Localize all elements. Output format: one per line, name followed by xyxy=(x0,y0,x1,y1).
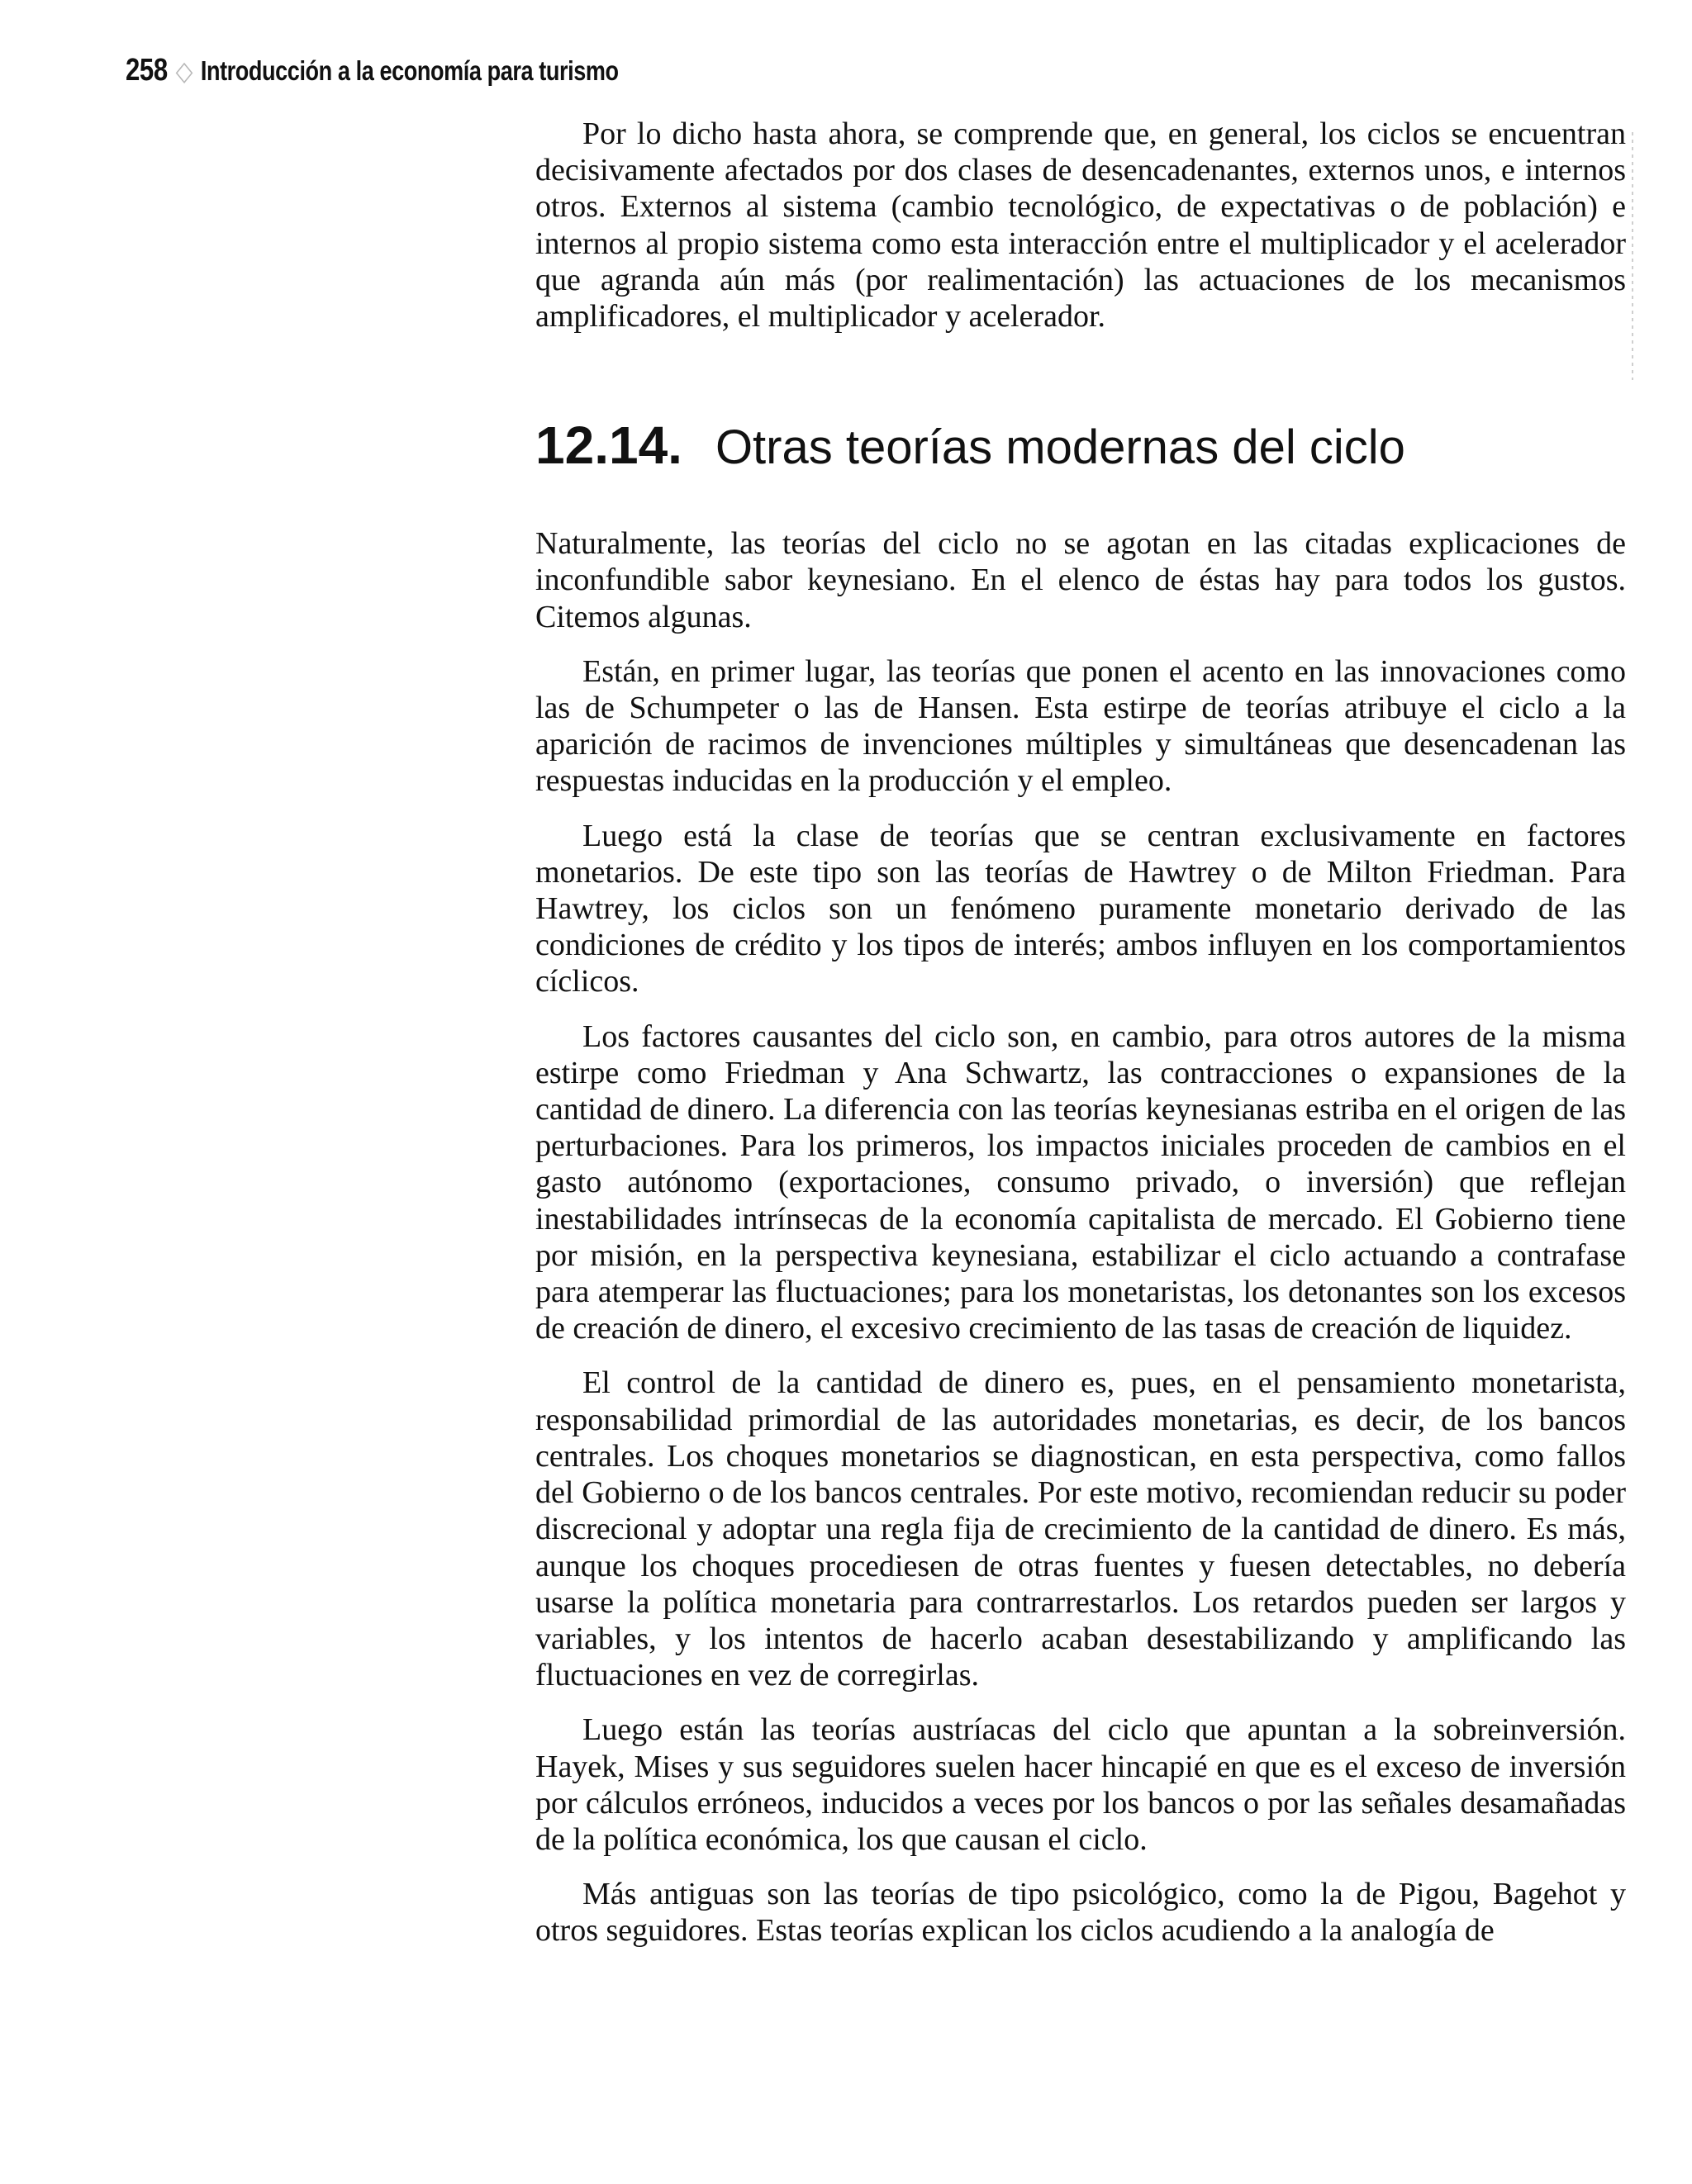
section-title: Otras teorías modernas del ciclo xyxy=(715,420,1405,475)
paragraph-7: Más antiguas son las teorías de tipo psicológico, como la de Pigou, Bagehot y otros seguidores. Estas teorías explican los ciclos acudiendo a la analogía de xyxy=(535,1877,1626,1949)
scan-artifact-line xyxy=(1632,132,1633,380)
book-title: Introducción a la economía para turismo xyxy=(200,55,619,86)
section-number: 12.14. xyxy=(535,415,682,476)
paragraph-3: Luego está la clase de teorías que se centran exclusivamente en factores monetarios. De este tipo son las teorías de Hawtrey o de Milton Friedman. Para Hawtrey, los ciclos son un fenómeno puramente monetario derivado de las condiciones de crédito y los tipos de interés; ambos influyen en los comportamientos cíclicos. xyxy=(535,818,1626,999)
paragraph-5: El control de la cantidad de dinero es, pues, en el pensamiento monetarista, responsabilidad primordial de las autoridades monetarias, es decir, de los bancos centrales. Los choques monetarios se diagnostican, en esta perspectiva, como fallos del Gobierno o de los bancos centrales. Por este motivo, recomiendan reducir su poder discrecional y adoptar una regla fija de crecimiento de la cantidad de dinero. Es más, aunque los choques procediesen de otras fuentes y fuesen detectables, no debería usarse la política monetaria para contrarrestarlos. Los retardos pueden ser largos y variables, y los intentos de hacerlo acaban desestabilizando y amplificando las fluctuaciones en vez de corregirlas. xyxy=(535,1365,1626,1693)
body-text xyxy=(535,116,1626,1949)
running-header xyxy=(126,53,619,88)
section-heading xyxy=(535,415,1626,477)
paragraph-1: Naturalmente, las teorías del ciclo no se agotan en las citadas explicaciones de inconfundible sabor keynesiano. En el elenco de éstas hay para todos los gustos. Citemos algunas. xyxy=(535,526,1626,634)
paragraph-6: Luego están las teorías austríacas del ciclo que apuntan a la sobreinversión. Hayek, Mises y sus seguidores suelen hacer hincapié en que es el exceso de inversión por cálculos erróneos, inducidos a veces por los bancos o por las señales desamañadas de la política económica, los que causan el ciclo. xyxy=(535,1712,1626,1857)
paragraph-4: Los factores causantes del ciclo son, en cambio, para otros autores de la misma estirpe como Friedman y Ana Schwartz, las contracciones o expansiones de la cantidad de dinero. La diferencia con las teorías keynesianas estriba en el origen de las perturbaciones. Para los primeros, los impactos iniciales proceden de cambios en el gasto autónomo (exportaciones, consumo privado, o inversión) que reflejan inestabilidades intrínsecas de la economía capitalista de mercado. El Gobierno tiene por misión, en la perspectiva keynesiana, estabilizar el ciclo actuando a contrafase para atemperar las fluctuaciones; para los monetaristas, los detonantes son los excesos de creación de dinero, el excesivo crecimiento de las tasas de creación de liquidez. xyxy=(535,1018,1626,1346)
header-separator-icon: ◇ xyxy=(175,55,193,86)
paragraph-2: Están, en primer lugar, las teorías que ponen el acento en las innovaciones como las de Schumpeter o las de Hansen. Esta estirpe de teorías atribuye el ciclo a la aparición de racimos de invenciones múltiples y simultáneas que desencadenan las respuestas inducidas en la producción y el empleo. xyxy=(535,653,1626,799)
intro-paragraph: Por lo dicho hasta ahora, se comprende que, en general, los ciclos se encuentran decisivamente afectados por dos clases de desencadenantes, externos unos, e internos otros. Externos al sistema (cambio tecnológico, de expectativas o de población) e internos al propio sistema como esta interacción entre el multiplicador y el acelerador que agranda aún más (por realimentación) las actuaciones de los mecanismos amplificadores, el multiplicador y acelerador. xyxy=(535,116,1626,335)
page-number: 258 xyxy=(126,53,168,88)
